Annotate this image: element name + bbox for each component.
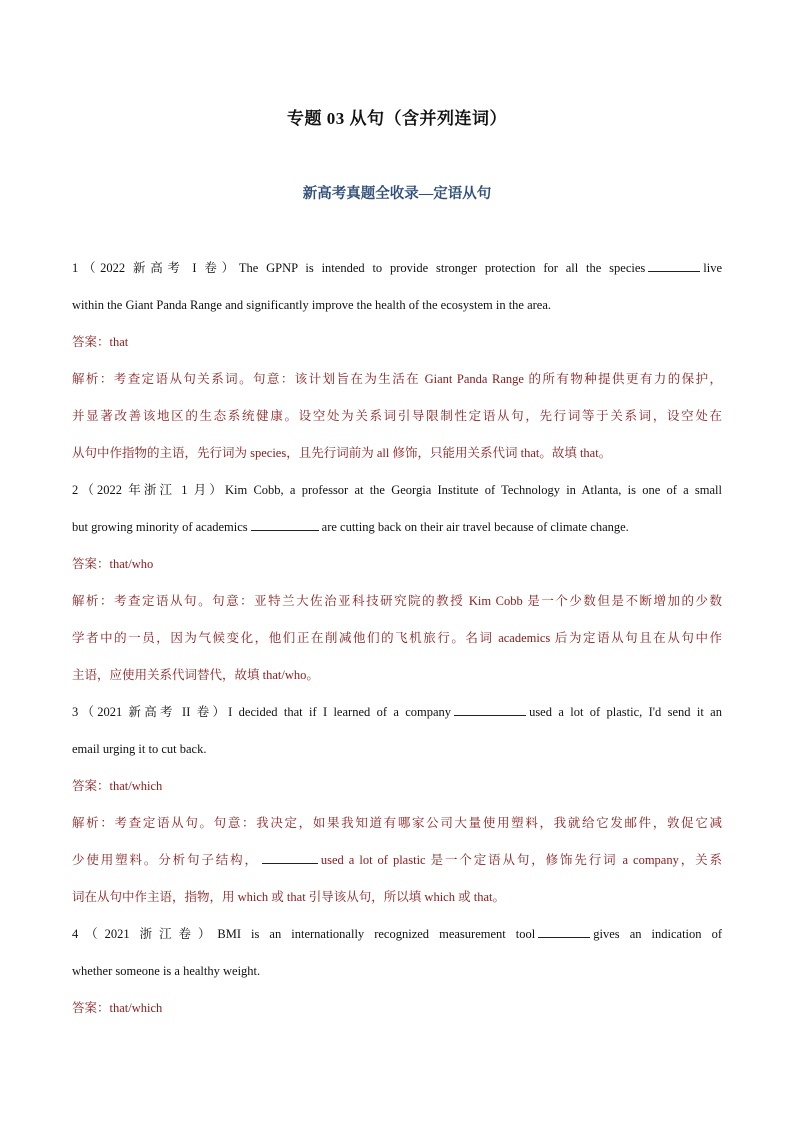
answer-blank: [251, 518, 319, 531]
answer-label: 答案：: [72, 779, 110, 793]
q3-explanation-3: 词在从句中作主语，指物，用 which 或 that 引导该从句，所以填 which 或 that。: [72, 890, 505, 904]
answer-value: that/who: [109, 557, 154, 571]
answer-value: that: [109, 335, 129, 349]
answer-blank: [262, 851, 318, 864]
page-title: 专题 03 从句（含并列连词）: [287, 109, 507, 128]
q3-line-2: email urging it to cut back.: [72, 742, 207, 756]
q1-text: 1（2022 新高考 I 卷）The GPNP is intended to provide stronger protection for all the species: [72, 261, 646, 275]
answer-label: 答案：: [72, 557, 110, 571]
q3-explanation-1: 解析：考查定语从句。句意：我决定，如果我知道有哪家公司大量使用塑料，我就给它发邮件，敦促它减: [72, 816, 722, 830]
q2-line-2: [72, 509, 722, 546]
q2-explanation-3: 主语，应使用关系代词替代，故填 that/who。: [72, 668, 319, 682]
q3-answer: [72, 768, 722, 805]
q1-text: live: [703, 261, 722, 275]
q4-line-1: [72, 916, 722, 953]
q2-explanation-1: 解析：考查定语从句。句意：亚特兰大佐治亚科技研究院的教授 Kim Cobb 是一个少数但是不断增加的少数: [72, 594, 722, 608]
q1-line-1: [72, 250, 722, 287]
answer-label: 答案：: [72, 335, 110, 349]
answer-blank: [538, 925, 590, 938]
answer-value: that/which: [109, 779, 163, 793]
q4-text: 4（2021 浙江卷）BMI is an internationally recognized measurement tool: [72, 927, 536, 941]
section-subtitle: 新高考真题全收录—定语从句: [302, 186, 492, 202]
q1-explanation-2: 并显著改善该地区的生态系统健康。设空处为关系词引导限制性定语从句，先行词等于关系词，设空处在: [72, 409, 722, 423]
answer-blank: [648, 259, 700, 272]
q4-answer: [72, 990, 722, 1027]
q2-explanation-2: 学者中的一员，因为气候变化，他们正在削减他们的飞机旅行。名词 academics 后为定语从句且在从句中作: [72, 631, 722, 645]
q1-explanation-3: 从句中作指物的主语，先行词为 species，且先行词前为 all 修饰，只能用关系代词 that。故填 that。: [72, 446, 612, 460]
q2-text: but growing minority of academics: [72, 520, 248, 534]
answer-label: 答案：: [72, 1001, 110, 1015]
question-list: [72, 250, 722, 1027]
q1-explanation-1: 解析：考查定语从句关系词。句意：该计划旨在为生活在 Giant Panda Range 的所有物种提供更有力的保护，: [72, 372, 722, 386]
q3-explanation-text: used a lot of plastic 是一个定语从句，修饰先行词 a company，关系: [320, 853, 722, 867]
q2-answer: [72, 546, 722, 583]
q1-answer: [72, 324, 722, 361]
q3-explanation-text: 少使用塑料。分析句子结构，: [72, 853, 259, 867]
q4-line-2: whether someone is a healthy weight.: [72, 964, 261, 978]
q1-line-2: within the Giant Panda Range and significantly improve the health of the ecosystem in the area.: [72, 298, 552, 312]
q3-text: 3（2021 新高考 II 卷）I decided that if I learned of a company: [72, 705, 452, 719]
q2-text: are cutting back on their air travel because of climate change.: [321, 520, 629, 534]
q3-explanation-2: [72, 842, 722, 879]
q4-text: gives an indication of: [593, 927, 722, 941]
answer-value: that/which: [109, 1001, 163, 1015]
answer-blank: [454, 703, 526, 716]
q3-text: used a lot of plastic, I'd send it an: [529, 705, 722, 719]
q2-line-1: 2（2022 年浙江 1 月）Kim Cobb, a professor at the Georgia Institute of Technology in Atlanta, is one of a small: [72, 483, 722, 497]
q3-line-1: [72, 694, 722, 731]
